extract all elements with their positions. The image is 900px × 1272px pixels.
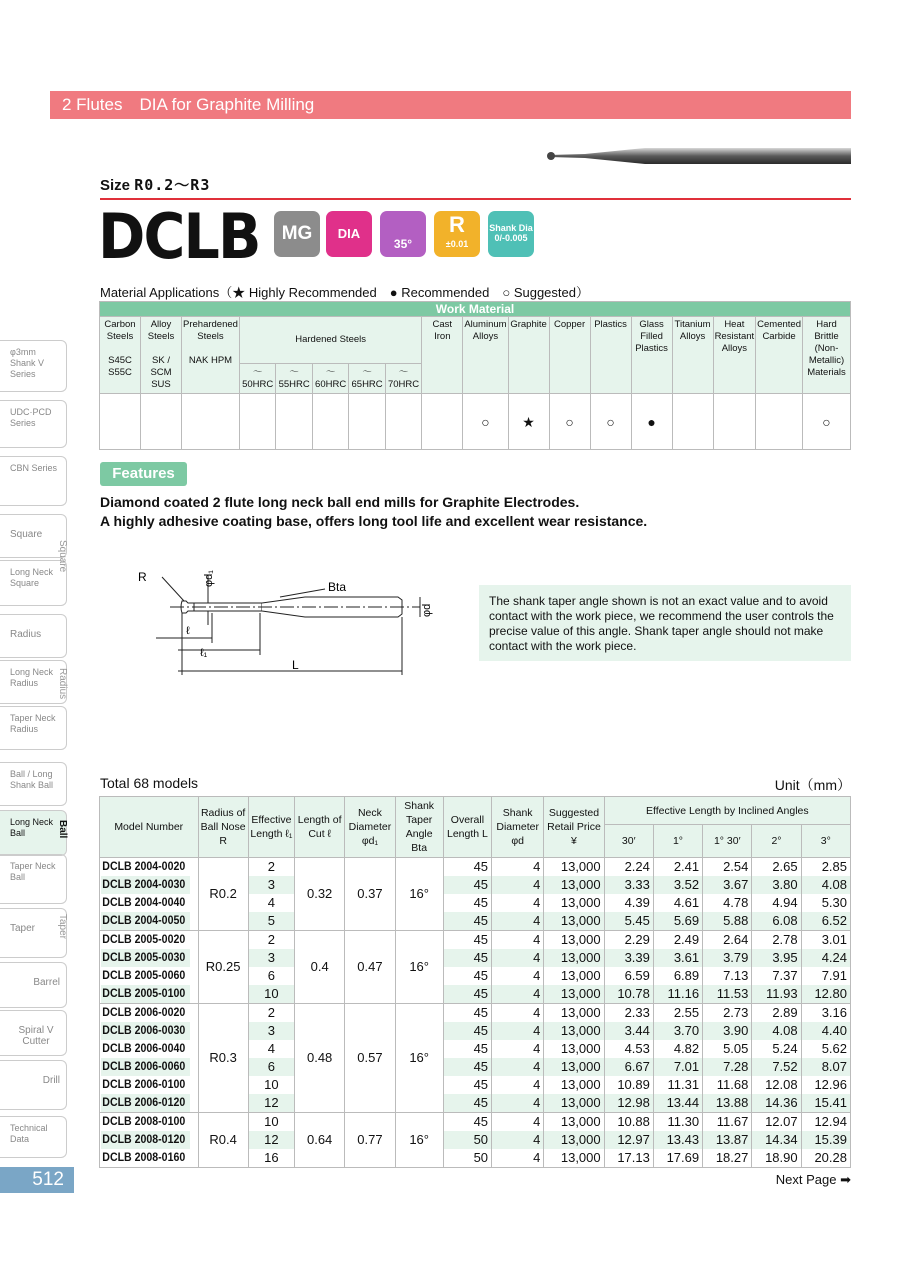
angle-length: 4.24 — [801, 949, 850, 967]
sidebar-item-11[interactable]: Taper Neck Ball — [0, 854, 67, 904]
angle-length: 12.98 — [604, 1094, 653, 1113]
shank-diameter: 4 — [492, 1131, 544, 1149]
effective-length: 2 — [248, 858, 294, 877]
angle-length: 18.90 — [752, 1149, 801, 1168]
effective-length: 2 — [248, 931, 294, 950]
effective-length: 16 — [248, 1149, 294, 1168]
shank-diameter: 4 — [492, 912, 544, 931]
taper-cell: 16° — [395, 1004, 443, 1113]
model-number: DCLB 2008-0120 — [100, 1131, 191, 1149]
shank-diameter: 4 — [492, 931, 544, 950]
angle-length: 11.16 — [653, 985, 702, 1004]
angle-length: 3.01 — [801, 931, 850, 950]
angle-length: 6.08 — [752, 912, 801, 931]
angle-length: 6.52 — [801, 912, 850, 931]
shank-diameter: 4 — [492, 876, 544, 894]
model-number: DCLB 2005-0030 — [100, 949, 191, 967]
retail-price: 13,000 — [544, 912, 604, 931]
angle-length: 13.43 — [653, 1131, 702, 1149]
angle-length: 4.08 — [752, 1022, 801, 1040]
angle-length: 4.53 — [604, 1040, 653, 1058]
angle-length: 5.45 — [604, 912, 653, 931]
hrc-50: ～50HRC — [239, 364, 275, 394]
overall-length: 45 — [443, 949, 491, 967]
table-row — [100, 1004, 851, 1023]
angle-length: 3.79 — [703, 949, 752, 967]
model-number: DCLB 2006-0040 — [100, 1040, 191, 1058]
retail-price: 13,000 — [544, 985, 604, 1004]
effective-length: 2 — [248, 1004, 294, 1023]
angle-length: 7.28 — [703, 1058, 752, 1076]
cut-cell: 0.48 — [295, 1004, 345, 1113]
badge-text: MG — [281, 223, 313, 244]
angle-length: 3.33 — [604, 876, 653, 894]
angle-length: 11.67 — [703, 1113, 752, 1132]
angle-length: 2.64 — [703, 931, 752, 950]
th-eff: Effective Length ℓ₁ — [248, 797, 294, 858]
angle-length: 2.89 — [752, 1004, 801, 1023]
retail-price: 13,000 — [544, 1094, 604, 1113]
badge-subtext: ±0.01 — [445, 239, 469, 249]
badge-3 — [380, 211, 426, 257]
model-number: DCLB 2005-0060 — [100, 967, 191, 985]
effective-length: 10 — [248, 985, 294, 1004]
angle-length: 2.49 — [653, 931, 702, 950]
taper-cell: 16° — [395, 858, 443, 931]
shank-diameter: 4 — [492, 1076, 544, 1094]
angle-length: 13.44 — [653, 1094, 702, 1113]
th-overall: Overall Length L — [443, 797, 491, 858]
model-number: DCLB 2004-0020 — [100, 858, 191, 877]
retail-price: 13,000 — [544, 949, 604, 967]
sidebar-item-8[interactable]: Taper Neck Radius — [0, 706, 67, 750]
sidebar-item-5[interactable]: Long Neck Square — [0, 560, 67, 606]
work-material-header: Work Material — [100, 302, 851, 317]
neck-cell: 0.47 — [345, 931, 395, 1004]
angle-length: 2.33 — [604, 1004, 653, 1023]
angle-length: 4.94 — [752, 894, 801, 912]
th-model: Model Number — [100, 797, 199, 858]
angle-length: 4.61 — [653, 894, 702, 912]
angle-length: 12.08 — [752, 1076, 801, 1094]
hrc-60: ～60HRC — [312, 364, 348, 394]
diagram-d1: φd₁ — [203, 570, 215, 587]
sidebar-item-9[interactable]: Ball / Long Shank Ball — [0, 762, 67, 806]
angle-length: 17.13 — [604, 1149, 653, 1168]
table-row — [100, 1113, 851, 1132]
product-title: DCLB — [98, 200, 260, 273]
shank-diameter: 4 — [492, 1094, 544, 1113]
angle-length: 2.65 — [752, 858, 801, 877]
badge-text: 35° — [393, 237, 413, 251]
model-number: DCLB 2006-0100 — [100, 1076, 191, 1094]
angle-length: 2.55 — [653, 1004, 702, 1023]
side-tab-taper: Taper — [57, 914, 68, 940]
material-symbol: ● — [631, 394, 672, 450]
sidebar-item-4[interactable]: Square — [0, 514, 67, 558]
angle-length: 5.24 — [752, 1040, 801, 1058]
angle-length: 10.88 — [604, 1113, 653, 1132]
overall-length: 50 — [443, 1149, 491, 1168]
shank-diameter: 4 — [492, 1004, 544, 1023]
sidebar-item-16[interactable]: Technical Data — [0, 1116, 67, 1158]
th-angle-1: 30′ — [604, 825, 653, 858]
angle-length: 11.93 — [752, 985, 801, 1004]
shank-diameter: 4 — [492, 949, 544, 967]
material-symbol: ○ — [590, 394, 631, 450]
effective-length: 6 — [248, 1058, 294, 1076]
angle-length: 10.89 — [604, 1076, 653, 1094]
col-cast-iron: Cast Iron — [422, 317, 463, 394]
angle-length: 2.41 — [653, 858, 702, 877]
angle-length: 18.27 — [703, 1149, 752, 1168]
effective-length: 5 — [248, 912, 294, 931]
retail-price: 13,000 — [544, 1131, 604, 1149]
retail-price: 13,000 — [544, 1076, 604, 1094]
th-angle-4: 2° — [752, 825, 801, 858]
angle-length: 7.13 — [703, 967, 752, 985]
material-symbol — [385, 394, 422, 450]
hrc-55: ～55HRC — [276, 364, 312, 394]
angle-length: 2.54 — [703, 858, 752, 877]
retail-price: 13,000 — [544, 967, 604, 985]
retail-price: 13,000 — [544, 1004, 604, 1023]
shank-diameter: 4 — [492, 1040, 544, 1058]
section-banner: 2 Flutes DIA for Graphite Milling — [50, 91, 851, 119]
angle-length: 4.78 — [703, 894, 752, 912]
angle-length: 14.36 — [752, 1094, 801, 1113]
angle-length: 12.94 — [801, 1113, 850, 1132]
angle-length: 3.90 — [703, 1022, 752, 1040]
features-label: Features — [100, 462, 187, 486]
sidebar-item-1[interactable]: φ3mm Shank V Series — [0, 340, 67, 392]
angle-length: 2.73 — [703, 1004, 752, 1023]
model-number: DCLB 2006-0020 — [100, 1004, 191, 1023]
angle-length: 7.01 — [653, 1058, 702, 1076]
th-angle-2: 1° — [653, 825, 702, 858]
badge-text: DIA — [337, 226, 361, 241]
material-symbol: ○ — [549, 394, 590, 450]
th-cut: Length of Cut ℓ — [295, 797, 345, 858]
angle-length: 2.24 — [604, 858, 653, 877]
material-symbol — [422, 394, 463, 450]
retail-price: 13,000 — [544, 1058, 604, 1076]
end-mill-image — [545, 145, 851, 167]
angle-length: 5.88 — [703, 912, 752, 931]
col-hardened-steels: Hardened Steels — [239, 317, 421, 364]
angle-length: 17.69 — [653, 1149, 702, 1168]
model-number: DCLB 2004-0050 — [100, 912, 191, 931]
material-symbol — [672, 394, 713, 450]
th-angle-5: 3° — [801, 825, 850, 858]
angle-length: 6.89 — [653, 967, 702, 985]
effective-length: 10 — [248, 1113, 294, 1132]
overall-length: 45 — [443, 858, 491, 877]
overall-length: 45 — [443, 894, 491, 912]
material-symbol — [756, 394, 803, 450]
overall-length: 45 — [443, 912, 491, 931]
material-symbol — [312, 394, 348, 450]
taper-cell: 16° — [395, 1113, 443, 1168]
angle-length: 11.31 — [653, 1076, 702, 1094]
badge-4 — [434, 211, 480, 257]
model-number: DCLB 2006-0030 — [100, 1022, 191, 1040]
shank-diameter: 4 — [492, 1058, 544, 1076]
col-glass-filled: Glass Filled Plastics — [631, 317, 672, 394]
overall-length: 45 — [443, 1076, 491, 1094]
material-symbol — [713, 394, 756, 450]
angle-length: 7.52 — [752, 1058, 801, 1076]
angle-length: 10.78 — [604, 985, 653, 1004]
badge-1 — [274, 211, 320, 257]
angle-length: 12.96 — [801, 1076, 850, 1094]
effective-length: 12 — [248, 1094, 294, 1113]
hrc-70: ～70HRC — [385, 364, 422, 394]
angle-length: 11.53 — [703, 985, 752, 1004]
diagram-l: ℓ — [186, 625, 190, 637]
cut-cell: 0.64 — [295, 1113, 345, 1168]
angle-length: 3.52 — [653, 876, 702, 894]
angle-length: 3.95 — [752, 949, 801, 967]
shank-diameter: 4 — [492, 985, 544, 1004]
material-symbol — [141, 394, 182, 450]
col-plastics: Plastics — [590, 317, 631, 394]
retail-price: 13,000 — [544, 931, 604, 950]
taper-note: The shank taper angle shown is not an exact value and to avoid contact with the work piece, we recommend the user controls the precise value of this angle. Shank taper angle should not make contact with the work piece. — [479, 585, 851, 661]
col-aluminum: Aluminum Alloys — [463, 317, 508, 394]
material-symbol — [182, 394, 240, 450]
badge-subtext: 0/-0.005 — [494, 233, 528, 243]
diagram-l1: ℓ₁ — [200, 647, 208, 659]
angle-length: 12.80 — [801, 985, 850, 1004]
hrc-65: ～65HRC — [349, 364, 385, 394]
retail-price: 13,000 — [544, 876, 604, 894]
overall-length: 45 — [443, 1094, 491, 1113]
angle-length: 11.30 — [653, 1113, 702, 1132]
shank-diameter: 4 — [492, 967, 544, 985]
retail-price: 13,000 — [544, 894, 604, 912]
next-page-link[interactable]: Next Page ➡ — [775, 1172, 851, 1187]
material-table — [99, 301, 851, 450]
angle-length: 3.16 — [801, 1004, 850, 1023]
total-models: Total 68 models — [100, 775, 199, 791]
th-neck: Neck Diameter φd₁ — [345, 797, 395, 858]
model-number: DCLB 2006-0060 — [100, 1058, 191, 1076]
material-symbol — [239, 394, 275, 450]
neck-cell: 0.77 — [345, 1113, 395, 1168]
effective-length: 10 — [248, 1076, 294, 1094]
model-number: DCLB 2005-0020 — [100, 931, 191, 950]
shank-diameter: 4 — [492, 1113, 544, 1132]
material-symbol — [349, 394, 385, 450]
angle-length: 6.59 — [604, 967, 653, 985]
sidebar-item-13[interactable]: Barrel — [0, 962, 67, 1008]
side-tab-square: Square — [57, 540, 68, 573]
angle-length: 13.87 — [703, 1131, 752, 1149]
angle-length: 2.78 — [752, 931, 801, 950]
angle-length: 13.88 — [703, 1094, 752, 1113]
effective-length: 12 — [248, 1131, 294, 1149]
col-prehardened-steels: Prehardened Steels NAK HPM — [182, 317, 240, 394]
overall-length: 45 — [443, 876, 491, 894]
side-tab-ball: Ball — [57, 820, 68, 839]
features-text: Diamond coated 2 flute long neck ball end mills for Graphite Electrodes. A highly adhesive coating base, offers long tool life and excellent wear resistance. — [100, 494, 648, 529]
retail-price: 13,000 — [544, 858, 604, 877]
sidebar-item-14[interactable]: Spiral V Cutter — [0, 1010, 67, 1056]
col-cemented-carbide: Cemented Carbide — [756, 317, 803, 394]
side-tab-radius: Radius — [57, 668, 68, 700]
table-row — [100, 931, 851, 950]
material-symbol: ★ — [508, 394, 549, 450]
model-number: DCLB 2005-0100 — [100, 985, 191, 1004]
angle-length: 4.82 — [653, 1040, 702, 1058]
badge-text: Shank Dia — [489, 223, 533, 233]
angle-length: 4.08 — [801, 876, 850, 894]
radius-cell: R0.2 — [198, 858, 248, 931]
angle-length: 4.39 — [604, 894, 653, 912]
model-number: DCLB 2004-0040 — [100, 894, 191, 912]
col-graphite: Graphite — [508, 317, 549, 394]
col-titanium: Titanium Alloys — [672, 317, 713, 394]
sidebar-item-12[interactable]: Taper — [0, 908, 67, 958]
angle-length: 3.70 — [653, 1022, 702, 1040]
unit-label: Unit（mm） — [774, 777, 851, 793]
shank-diameter: 4 — [492, 1149, 544, 1168]
overall-length: 45 — [443, 931, 491, 950]
overall-length: 45 — [443, 1058, 491, 1076]
angle-length: 3.39 — [604, 949, 653, 967]
retail-price: 13,000 — [544, 1113, 604, 1132]
overall-length: 50 — [443, 1131, 491, 1149]
taper-cell: 16° — [395, 931, 443, 1004]
angle-length: 7.37 — [752, 967, 801, 985]
shank-diameter: 4 — [492, 1022, 544, 1040]
diagram-r: R — [138, 570, 147, 584]
angle-length: 20.28 — [801, 1149, 850, 1168]
material-symbol: ○ — [463, 394, 508, 450]
model-number: DCLB 2008-0100 — [100, 1113, 191, 1132]
angle-length: 15.41 — [801, 1094, 850, 1113]
diagram-d: φd — [421, 603, 433, 617]
angle-length: 3.67 — [703, 876, 752, 894]
overall-length: 45 — [443, 1040, 491, 1058]
neck-cell: 0.57 — [345, 1004, 395, 1113]
radius-cell: R0.3 — [198, 1004, 248, 1113]
radius-cell: R0.25 — [198, 931, 248, 1004]
angle-length: 14.34 — [752, 1131, 801, 1149]
th-price: Suggested Retail Price ¥ — [544, 797, 604, 858]
neck-cell: 0.37 — [345, 858, 395, 931]
angle-length: 7.91 — [801, 967, 850, 985]
material-legend: Material Applications（★ Highly Recommended ● Recommended ○ Suggested） — [100, 285, 589, 300]
col-copper: Copper — [549, 317, 590, 394]
material-symbol — [276, 394, 312, 450]
table-row — [100, 858, 851, 877]
model-number: DCLB 2008-0160 — [100, 1149, 191, 1168]
col-heat-resistant: Heat Resistant Alloys — [713, 317, 756, 394]
angle-length: 12.97 — [604, 1131, 653, 1149]
spec-table — [99, 796, 851, 1168]
angle-length: 15.39 — [801, 1131, 850, 1149]
cut-cell: 0.4 — [295, 931, 345, 1004]
angle-length: 2.85 — [801, 858, 850, 877]
angle-length: 6.67 — [604, 1058, 653, 1076]
th-taper: Shank Taper Angle Bta — [395, 797, 443, 858]
angle-length: 2.29 — [604, 931, 653, 950]
diagram-L: L — [292, 658, 299, 672]
effective-length: 3 — [248, 1022, 294, 1040]
col-hard-brittle: Hard Brittle (Non-Metallic) Materials — [803, 317, 851, 394]
badge-2 — [326, 211, 372, 257]
radius-cell: R0.4 — [198, 1113, 248, 1168]
overall-length: 45 — [443, 967, 491, 985]
shank-diameter: 4 — [492, 858, 544, 877]
model-number: DCLB 2006-0120 — [100, 1094, 191, 1113]
material-symbol: ○ — [803, 394, 851, 450]
effective-length: 6 — [248, 967, 294, 985]
cut-cell: 0.32 — [295, 858, 345, 931]
material-symbol — [100, 394, 141, 450]
effective-length: 4 — [248, 894, 294, 912]
col-alloy-steels: Alloy Steels SK / SCM SUS — [141, 317, 182, 394]
angle-length: 4.40 — [801, 1022, 850, 1040]
th-radius: Radius of Ball Nose R — [198, 797, 248, 858]
angle-length: 3.61 — [653, 949, 702, 967]
effective-length: 3 — [248, 949, 294, 967]
retail-price: 13,000 — [544, 1040, 604, 1058]
sidebar-item-10[interactable]: Long Neck Ball — [0, 810, 67, 856]
overall-length: 45 — [443, 1022, 491, 1040]
angle-length: 5.62 — [801, 1040, 850, 1058]
retail-price: 13,000 — [544, 1149, 604, 1168]
effective-length: 4 — [248, 1040, 294, 1058]
size-range: Size R0.2〜R3 — [100, 176, 211, 194]
angle-length: 3.44 — [604, 1022, 653, 1040]
overall-length: 45 — [443, 985, 491, 1004]
sidebar-item-7[interactable]: Long Neck Radius — [0, 660, 67, 704]
shank-diameter: 4 — [492, 894, 544, 912]
th-angles: Effective Length by Inclined Angles — [604, 797, 850, 825]
page-number: 512 — [0, 1167, 74, 1193]
col-carbon-steels: Carbon Steels S45C S55C — [100, 317, 141, 394]
diagram-bta: Bta — [328, 580, 347, 594]
overall-length: 45 — [443, 1113, 491, 1132]
angle-length: 5.05 — [703, 1040, 752, 1058]
badge-text: R — [449, 212, 465, 237]
model-number: DCLB 2004-0030 — [100, 876, 191, 894]
angle-length: 5.69 — [653, 912, 702, 931]
sidebar-item-6[interactable]: Radius — [0, 614, 67, 658]
angle-length: 5.30 — [801, 894, 850, 912]
th-shank: Shank Diameter φd — [492, 797, 544, 858]
dimension-diagram — [130, 565, 433, 680]
angle-length: 8.07 — [801, 1058, 850, 1076]
retail-price: 13,000 — [544, 1022, 604, 1040]
badge-5 — [488, 211, 534, 257]
angle-length: 12.07 — [752, 1113, 801, 1132]
effective-length: 3 — [248, 876, 294, 894]
overall-length: 45 — [443, 1004, 491, 1023]
th-angle-3: 1° 30′ — [703, 825, 752, 858]
angle-length: 11.68 — [703, 1076, 752, 1094]
angle-length: 3.80 — [752, 876, 801, 894]
sidebar-item-2[interactable]: UDC·PCD Series — [0, 400, 67, 448]
sidebar-item-15[interactable]: Drill — [0, 1060, 67, 1110]
sidebar-item-3[interactable]: CBN Series — [0, 456, 67, 506]
